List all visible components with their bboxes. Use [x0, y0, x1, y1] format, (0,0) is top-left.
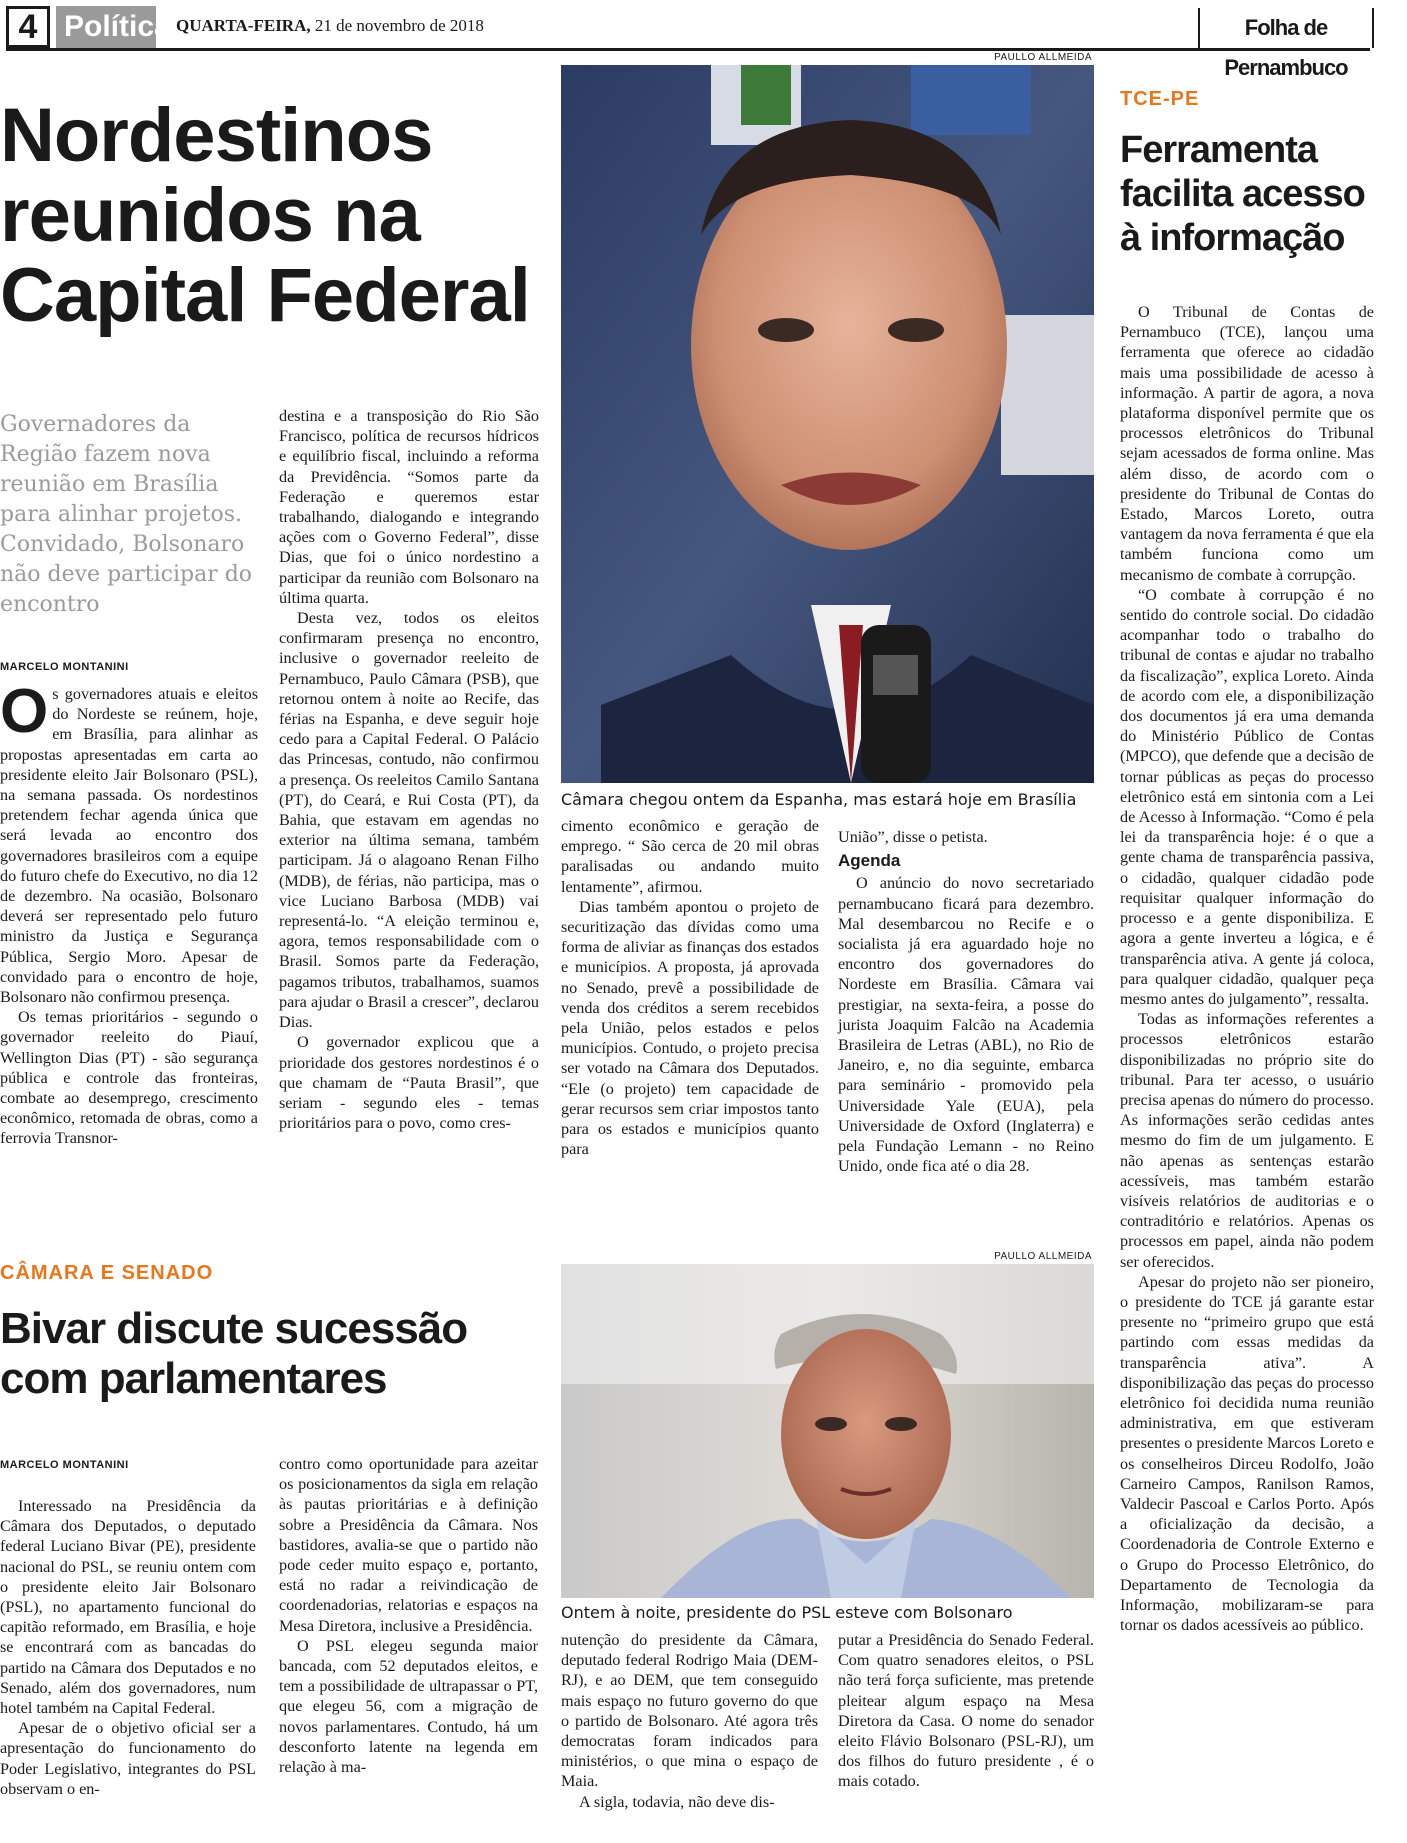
second-kicker: CÂMARA E SENADO: [0, 1262, 214, 1284]
paragraph: O governador explicou que a prioridade dos gestores nordestinos é o que chamam de “Pauta Brasil”, que seriam - segundo eles - temas prioritários para o povo, como cres-: [279, 1033, 539, 1133]
photo-caption: Câmara chegou ontem da Espanha, mas estará hoje em Brasília: [561, 790, 1077, 809]
main-col-1: [0, 677, 258, 1149]
paragraph: A sigla, todavia, não deve dis-: [579, 1792, 775, 1811]
dateline: [176, 16, 484, 36]
photo-caption-2: Ontem à noite, presidente do PSL esteve com Bolsonaro: [561, 1603, 1013, 1622]
paragraph: Os temas prioritários - segundo o governador reeleito do Piauí, Wellington Dias (PT) - são segurança pública e controle das fronteiras, combate ao desemprego, crescimento econômico, retomada de obras, como a ferrovia Transnor-: [0, 1008, 258, 1148]
paragraph: Dias também apontou o projeto de securitização das dívidas como uma forma de aliviar as finanças dos estados e municípios. A proposta, já aprovada no Senado, prevê a possibilidade de venda dos créditos a serem recebidos pela União, pelos estados e pelos municípios. Contudo, o projeto precisa ser votado na Câmara dos Deputados. “Ele (o projeto) tem capacidade de gerar recursos sem criar impostos tanto para os estados e municípios quanto para: [561, 897, 819, 1159]
paragraph: destina e a transposição do Rio São Francisco, política de recursos hídricos e equilíbrio fiscal, incluindo a reforma da Previdência. “Somos parte da Federação e queremos estar trabalhando, dialogando e integrando ações com o Governo Federal”, disse Dias, que foi o único nordestino a participar da reunião com Bolsonaro na última quarta.: [279, 407, 539, 607]
paragraph: O PSL elegeu segunda maior bancada, com 52 deputados eleitos, e tem a possibilidade de ultrapassar o PT, que elegeu 56, com a migração de novos parlamentares. Contudo, há um desconforto latente na legenda em relação à ma-: [279, 1636, 538, 1777]
second-byline: MARCELO MONTANINI: [0, 1459, 129, 1471]
second-col-1: [0, 1496, 256, 1799]
main-byline: MARCELO MONTANINI: [0, 661, 129, 673]
main-headline: Nordestinos reunidos na Capital Federal: [0, 93, 530, 338]
paragraph: putar a Presidência do Senado Federal. Com quatro senadores eleitos, o PSL não terá força suficiente, mas pretende pleitear algum espaço na Mesa Diretora da Casa. O nome do senador eleito Flávio Bolsonaro (PSL-RJ), um dos filhos do futuro presidente , é o mais cotado.: [838, 1631, 1094, 1791]
date: 21 de novembro de 2018: [314, 16, 484, 35]
page-number: 4: [6, 6, 50, 48]
photo-credit-2: PAULLO ALLMEIDA: [994, 1251, 1092, 1262]
photo-credit: PAULLO ALLMEIDA: [994, 52, 1092, 63]
main-col-3: [561, 816, 819, 1159]
side-kicker: TCE-PE: [1120, 88, 1200, 110]
newspaper-name: Folha de Pernambuco: [1198, 8, 1374, 48]
dropcap: O: [0, 677, 49, 746]
paragraph: Apesar do projeto não ser pioneiro, o presidente do TCE já garante estar presente no “primeiro grupo que está partindo com essas medidas da transparência ativa”. A disponibilização das peças do processo eletrônico foi decidida numa reunião administrativa, em que estiveram presentes o presidente Marcos Loreto e os conselheiros Dirceu Rodolfo, João Carneiro Campos, Ranilson Ramos, Valdecir Pascoal e Carlos Porto. Após a oficialização da decisão, a Coordenadoria de Controle Externo e o Grupo do Processo Eletrônico, do Departamento de Tecnologia da Informação, mobilizaram-se para tornar os dados acessíveis ao público.: [1120, 1272, 1374, 1635]
bivar-photo: [561, 1264, 1094, 1598]
main-deck: Governadores da Região fazem nova reunião em Brasília para alinhar projetos. Convidado, Bolsonaro não deve participar do encontro: [0, 412, 253, 617]
main-col-2: [279, 406, 539, 1133]
paragraph: contro como oportunidade para azeitar os posicionamentos da sigla em relação às pautas prioritárias e à definição sobre a Presidência da Câmara. Nos bastidores, avalia-se que o partido não pode ceder muito espaço e, portanto, está no radar a reivindicação de coordenadorias, relatorias e espaços na Mesa Diretora, inclusive a Presidência.: [279, 1455, 538, 1635]
paragraph: nutenção do presidente da Câmara, deputado federal Rodrigo Maia (DEM-RJ), e ao DEM, que tem conseguido mais espaço no futuro governo do que o partido de Bolsonaro. Até agora três democratas foram indicados para ministérios, o que mina o espaço de Maia.: [561, 1631, 818, 1791]
paragraph: Apesar de o objetivo oficial ser a apresentação do funcionamento do Poder Legislativo, integrantes do PSL observam o en-: [0, 1719, 256, 1798]
section-label: Política: [56, 6, 156, 48]
paragraph: s governadores atuais e eleitos do Nordeste se reúnem, hoje, em Brasília, para alinhar as propostas apresentadas em carta ao presidente eleito Jair Bolsonaro (PSL), na semana passada. Os nordestinos pretendem fechar agenda única que será levada ao encontro dos governadores brasileiros com a equipe do futuro chefe do Executivo, no dia 12 de dezembro. Na ocasião, Bolsonaro deverá ser representado pelo futuro ministro da Justiça e Segurança Pública, Sergio Moro. Apesar de convidado para o encontro de hoje, Bolsonaro não confirmou presença.: [0, 685, 258, 1007]
paragraph: O anúncio do novo secretariado pernambucano ficará para dezembro. Mal desembarcou no Recife e o socialista já era aguardado hoje no encontro dos governadores do Nordeste em Brasília. Câmara vai prestigiar, na sexta-feira, a posse do jurista Joaquim Falcão na Academia Brasileira de Letras (ABL), no Rio de Janeiro, e, no dia seguinte, embarca para seminário - promovido pela Universidade Yale (EUA), pela Universidade de Oxford (Inglaterra) e pela Fundação Lemann - no Reino Unido, onde fica até o dia 28.: [838, 874, 1094, 1176]
paragraph: Desta vez, todos os eleitos confirmaram presença no encontro, inclusive o governador reeleito de Pernambuco, Paulo Câmara (PSB), que retornou ontem à noite ao Recife, das férias na Espanha, e deve seguir hoje cedo para a Capital Federal. O Palácio das Princesas, contudo, não confirmou a presença. Os reeleitos Camilo Santana (PT), do Ceará, e Rui Costa (PT), da Bahia, que estavam em agendas no exterior na última semana, também participam. Já o alagoano Renan Filho (MDB), de férias, não participa, mas o vice Luciano Barbosa (MDB) vai representá-lo. “A eleição terminou e, agora, temos responsabilidade com o Brasil. Somos parte da Federação, pagamos tributos, trabalhamos, suamos para ajudar o Brasil a crescer”, declarou Dias.: [279, 609, 539, 1032]
paragraph: cimento econômico e geração de emprego. “ São cerca de 20 mil obras paralisadas ou andando muito lentamente”, afirmou.: [561, 817, 819, 896]
governor-photo: [561, 65, 1094, 783]
paragraph: União”, disse o petista.: [838, 828, 988, 846]
subhead: Agenda: [838, 851, 901, 871]
second-col-4: [838, 1630, 1094, 1792]
paragraph: Interessado na Presidência da Câmara dos Deputados, o deputado federal Luciano Bivar (PE), presidente nacional do PSL, se reuniu ontem com o presidente eleito Jair Bolsonaro (PSL), no apartamento funcional do capitão reformado, em Brasília, e hoje se encontrará com as bancadas do partido na Câmara dos Deputados e no Senado, além dos governadores, num hotel também na Capital Federal.: [0, 1497, 256, 1718]
side-headline: Ferramenta facilita acesso à informação: [1120, 129, 1365, 259]
paragraph: O Tribunal de Contas de Pernambuco (TCE), lançou uma ferramenta que oferece ao cidadão mais uma possibilidade de acesso à informação. A partir de agora, a nova plataforma disponível permite que os processos eletrônicos do Tribunal sejam acessados de forma online. Mas além disso, de acordo com o presidente do Tribunal de Contas do Estado, Marcos Loreto, outra vantagem da nova ferramenta é que ela também funciona como um mecanismo de combate à corrupção.: [1120, 303, 1374, 584]
side-column: [1120, 302, 1374, 1635]
paragraph: Todas as informações referentes a processos eletrônicos estarão disponibilizadas no próprio site do tribunal. Para ter acesso, o usuário precisa apenas do número do processo. As informações serão cedidas antes mesmo do fim de um julgamento. E não apenas as sentenças estarão acessíveis, mas também estarão visíveis relatórios de auditorias e o contraditório e relatórios. Apenas os processos em papel, ainda não podem ser oferecidos.: [1120, 1010, 1374, 1271]
second-col-3: [561, 1630, 818, 1812]
weekday: QUARTA-FEIRA,: [176, 16, 311, 35]
main-col-4: [838, 827, 1094, 1176]
paragraph: “O combate à corrupção é no sentido do controle social. Do cidadão acompanhar todo o trabalho do tribunal de contas e ajudar no trabalho da fiscalização”, explica Loreto. Ainda de acordo com ele, a disponibilização dos documentos já era uma demanda do Ministério Público de Contas (MPCO), que defende que a decisão de tornar públicas as peças do processo eletrônico está em sintonia com a Lei de Acesso à Informação. “Como é pela lei da transparência hoje: é o que a gente chama de transparência passiva, o cidadão, qualquer cidadão pode requisitar qualquer informação do processo e a gente disponibiliza. E agora a gente inverteu a lógica, e é transparência ativa. A gente já coloca, para qualquer cidadão, qualquer peça mesmo antes do julgamento”, ressalta.: [1120, 585, 1374, 1008]
second-headline: Bivar discute sucessão com parlamentares: [0, 1304, 468, 1403]
second-col-2: [279, 1454, 538, 1777]
